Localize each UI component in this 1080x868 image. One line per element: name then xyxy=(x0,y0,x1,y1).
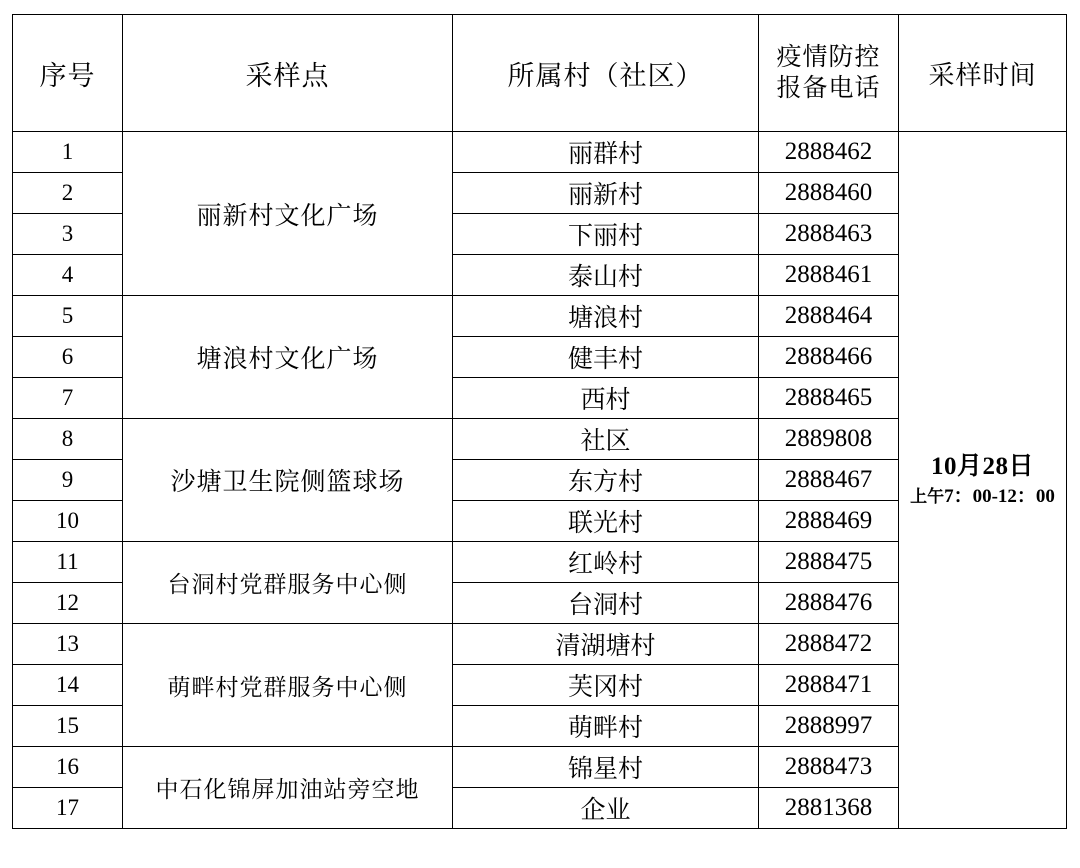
report-phone: 2888471 xyxy=(759,665,899,706)
village-name: 联光村 xyxy=(453,501,759,542)
report-phone: 2888464 xyxy=(759,296,899,337)
report-phone: 2888469 xyxy=(759,501,899,542)
row-index: 12 xyxy=(13,583,123,624)
village-name: 泰山村 xyxy=(453,255,759,296)
village-name: 西村 xyxy=(453,378,759,419)
row-index: 1 xyxy=(13,132,123,173)
report-phone: 2881368 xyxy=(759,788,899,829)
report-phone: 2888465 xyxy=(759,378,899,419)
village-name: 清湖塘村 xyxy=(453,624,759,665)
village-name: 企业 xyxy=(453,788,759,829)
row-index: 13 xyxy=(13,624,123,665)
village-name: 芙冈村 xyxy=(453,665,759,706)
site-name: 塘浪村文化广场 xyxy=(123,296,453,419)
table-header-row xyxy=(13,15,1067,132)
row-index: 9 xyxy=(13,460,123,501)
row-index: 17 xyxy=(13,788,123,829)
village-name: 社区 xyxy=(453,419,759,460)
sampling-date: 10月28日 xyxy=(930,453,1034,481)
column-header-no: 序号 xyxy=(13,15,123,132)
row-index: 2 xyxy=(13,173,123,214)
sampling-time xyxy=(899,132,1067,829)
column-header-site: 采样点 xyxy=(123,15,453,132)
column-header-tel-line1: 疫情防控 xyxy=(776,43,881,71)
village-name: 丽新村 xyxy=(453,173,759,214)
report-phone: 2888472 xyxy=(759,624,899,665)
row-index: 15 xyxy=(13,706,123,747)
table-body xyxy=(13,132,1067,829)
village-name: 锦星村 xyxy=(453,747,759,788)
report-phone: 2888461 xyxy=(759,255,899,296)
row-index: 6 xyxy=(13,337,123,378)
report-phone: 2888997 xyxy=(759,706,899,747)
row-index: 10 xyxy=(13,501,123,542)
site-name: 丽新村文化广场 xyxy=(123,132,453,296)
report-phone: 2888473 xyxy=(759,747,899,788)
village-name: 下丽村 xyxy=(453,214,759,255)
row-index: 16 xyxy=(13,747,123,788)
report-phone: 2888476 xyxy=(759,583,899,624)
sampling-time-range xyxy=(910,484,1055,510)
village-name: 萌畔村 xyxy=(453,706,759,747)
report-phone: 2888466 xyxy=(759,337,899,378)
row-index: 11 xyxy=(13,542,123,583)
sampling-time-period: 上午 xyxy=(910,487,945,507)
village-name: 红岭村 xyxy=(453,542,759,583)
village-name: 塘浪村 xyxy=(453,296,759,337)
report-phone: 2888460 xyxy=(759,173,899,214)
row-index: 8 xyxy=(13,419,123,460)
village-name: 东方村 xyxy=(453,460,759,501)
report-phone: 2889808 xyxy=(759,419,899,460)
site-name: 沙塘卫生院侧篮球场 xyxy=(123,419,453,542)
row-index: 4 xyxy=(13,255,123,296)
column-header-village: 所属村（社区） xyxy=(453,15,759,132)
column-header-tel xyxy=(759,15,899,132)
column-header-time: 采样时间 xyxy=(899,15,1067,132)
row-index: 5 xyxy=(13,296,123,337)
site-name: 台洞村党群服务中心侧 xyxy=(123,542,453,624)
sampling-time-hours: 7：00-12：00 xyxy=(944,486,1055,508)
report-phone: 2888463 xyxy=(759,214,899,255)
sampling-points-table xyxy=(12,14,1067,829)
report-phone: 2888462 xyxy=(759,132,899,173)
column-header-tel-line2: 报备电话 xyxy=(776,75,881,102)
report-phone: 2888467 xyxy=(759,460,899,501)
row-index: 14 xyxy=(13,665,123,706)
site-name: 萌畔村党群服务中心侧 xyxy=(123,624,453,747)
table-row xyxy=(13,132,1067,173)
site-name: 中石化锦屏加油站旁空地 xyxy=(123,747,453,829)
report-phone: 2888475 xyxy=(759,542,899,583)
village-name: 丽群村 xyxy=(453,132,759,173)
village-name: 台洞村 xyxy=(453,583,759,624)
village-name: 健丰村 xyxy=(453,337,759,378)
row-index: 3 xyxy=(13,214,123,255)
row-index: 7 xyxy=(13,378,123,419)
